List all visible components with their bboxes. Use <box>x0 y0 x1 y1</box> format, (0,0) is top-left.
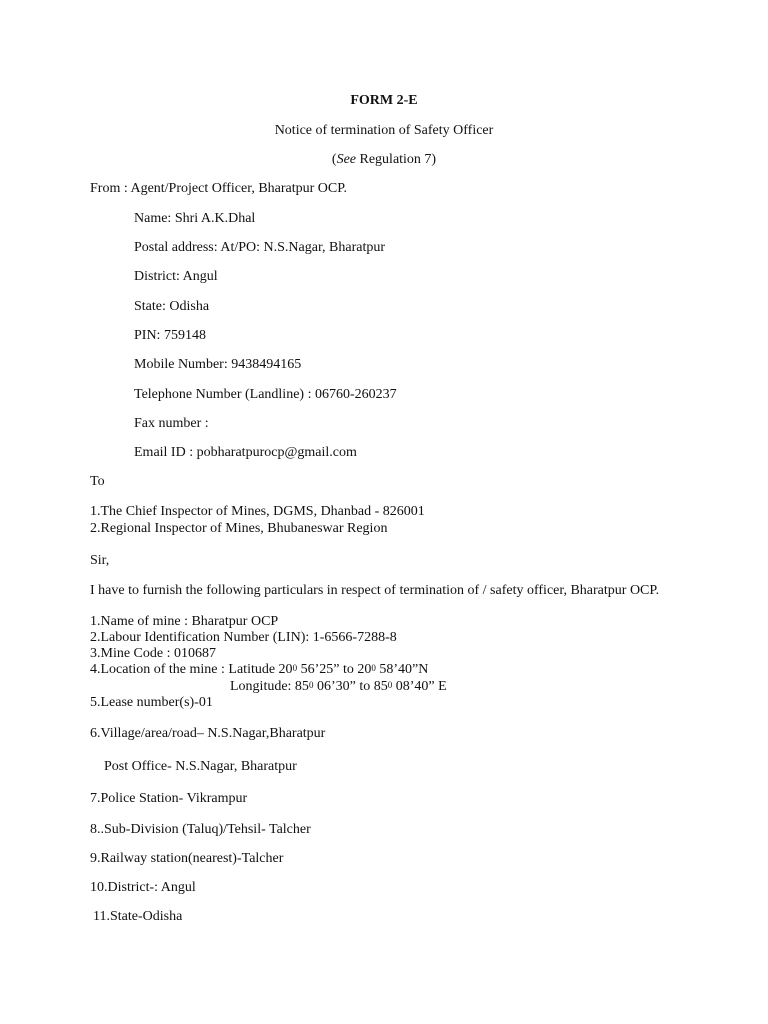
particular-subdivision: 8..Sub-Division (Taluq)/Tehsil- Talcher <box>90 822 311 837</box>
degree-mark: 0 <box>292 663 298 673</box>
particular-village: 6.Village/area/road– N.S.Nagar,Bharatpur <box>90 726 326 741</box>
particular-mine-code: 3.Mine Code : 010687 <box>90 646 216 661</box>
particular-railway: 9.Railway station(nearest)-Talcher <box>90 851 284 866</box>
regulation-rest: Regulation 7) <box>356 152 437 167</box>
from-line: From : Agent/Project Officer, Bharatpur OCP. <box>90 181 347 196</box>
from-pin: PIN: 759148 <box>134 328 206 343</box>
particular-district: 10.District-: Angul <box>90 880 196 895</box>
particular-mine-name: 1.Name of mine : Bharatpur OCP <box>90 614 279 629</box>
from-fax: Fax number : <box>134 416 209 431</box>
notice-title: Notice of termination of Safety Officer <box>274 123 494 138</box>
regulation-see: See <box>336 152 356 167</box>
particular-location-latitude: 4.Location of the mine : Latitude $20^0$ 56’25” to $20^0$ 58’40”N <box>90 662 429 677</box>
recipient-2: 2.Regional Inspector of Mines, Bhubaneswar Region <box>90 521 388 536</box>
particular-lease: 5.Lease number(s)-01 <box>90 695 213 710</box>
degree-mark: 0 <box>308 680 314 690</box>
from-postal-address: Postal address: At/PO: N.S.Nagar, Bharatpur <box>134 240 386 255</box>
particular-lin: 2.Labour Identification Number (LIN): 1-6566-7288-8 <box>90 630 397 645</box>
to-label: To <box>90 474 105 489</box>
from-name: Name: Shri A.K.Dhal <box>134 211 256 226</box>
from-email: Email ID : pobharatpurocp@gmail.com <box>134 445 357 460</box>
from-mobile: Mobile Number: 9438494165 <box>134 357 302 372</box>
body-text: I have to furnish the following particulars in respect of termination of / safety officer, Bharatpur OCP. <box>90 583 660 598</box>
salutation: Sir, <box>90 553 110 568</box>
from-telephone: Telephone Number (Landline) : 06760-260237 <box>134 387 397 402</box>
from-district: District: Angul <box>134 269 218 284</box>
degree-mark: 0 <box>371 663 376 673</box>
recipient-1: 1.The Chief Inspector of Mines, DGMS, Dhanbad - 826001 <box>90 504 425 519</box>
from-state: State: Odisha <box>134 299 210 314</box>
particular-state: 11.State-Odisha <box>93 909 183 924</box>
form-title: FORM 2-E <box>350 93 418 108</box>
degree-mark: 0 <box>387 680 393 690</box>
regulation-open: ( <box>331 152 337 167</box>
particular-location-longitude: Longitude: $85^0$ 06’30” to $85^0$ 08’40” E <box>230 679 447 694</box>
particular-post-office: Post Office- N.S.Nagar, Bharatpur <box>104 759 297 774</box>
regulation-reference <box>0 152 768 168</box>
particular-police-station: 7.Police Station- Vikrampur <box>90 791 248 806</box>
